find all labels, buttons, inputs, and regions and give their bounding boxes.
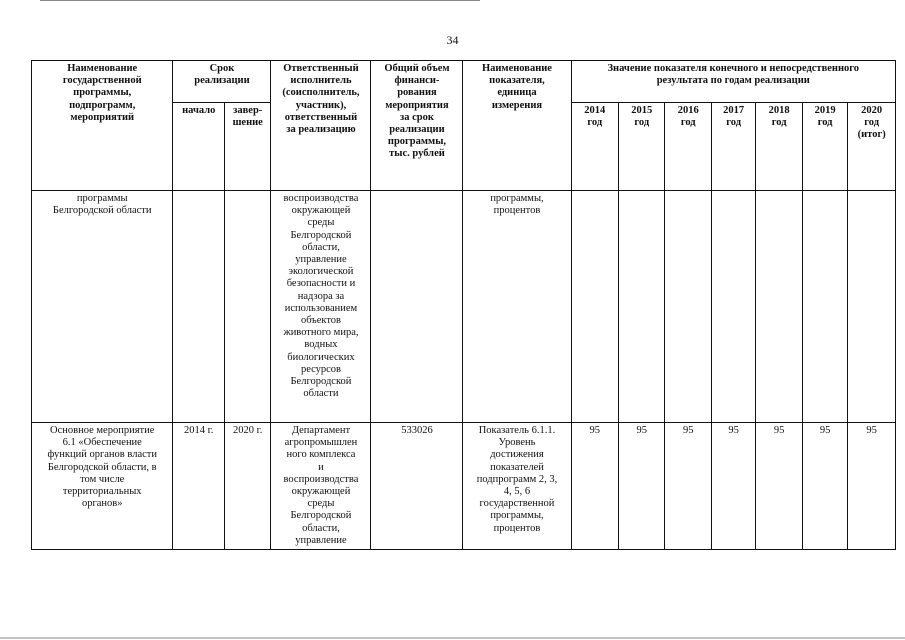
header-indicator: Наименование показателя, единица измерения — [463, 61, 571, 191]
row-indicator: Показатель 6.1.1. Уровень достижения показателей подпрограмм 2, 3, 4, 5, 6 государственной программы, процентов — [463, 423, 571, 550]
header-year: 2019 год — [802, 103, 847, 191]
row-value — [619, 191, 665, 423]
row-value: 95 — [665, 423, 711, 550]
header-term-start: начало — [173, 103, 225, 191]
row-value — [756, 191, 802, 423]
header-year: 2015 год — [619, 103, 665, 191]
row-value: 95 — [571, 423, 618, 550]
top-rule — [40, 0, 480, 1]
header-year: 2016 год — [665, 103, 711, 191]
header-year: 2018 год — [756, 103, 802, 191]
row-executor: Департамент агропромышлен ного комплекса и воспроизводства окружающей среды Белгородской области, управление — [271, 423, 371, 550]
header-name: Наименование государственной программы, подпрограмм, мероприятий — [32, 61, 173, 191]
header-values-group: Значение показателя конечного и непосредственного результата по годам реализации — [571, 61, 895, 103]
row-value: 95 — [756, 423, 802, 550]
row-start — [173, 191, 225, 423]
row-funding — [371, 191, 463, 423]
table-row — [32, 423, 896, 550]
row-value: 95 — [848, 423, 896, 550]
row-executor: воспроизводства окружающей среды Белгородской области, управление экологической безопасности и надзора за использованием объектов животного мира, водных биологических ресурсов Белгородской области — [271, 191, 371, 423]
page-number: 34 — [446, 33, 459, 47]
row-name: Основное мероприятие 6.1 «Обеспечение функций органов власти Белгородской области, в том числе территориальных органов» — [32, 423, 173, 550]
bottom-rule — [0, 637, 905, 639]
header-year: 2014 год — [571, 103, 618, 191]
header-executor: Ответственный исполнитель (соисполнитель, участник), ответственный за реализацию — [271, 61, 371, 191]
row-end — [224, 191, 270, 423]
program-table — [31, 60, 896, 550]
table-row — [32, 191, 896, 423]
row-value — [665, 191, 711, 423]
header-funding: Общий объем финанси- рования мероприятия за срок реализации программы, тыс. рублей — [371, 61, 463, 191]
row-value: 95 — [711, 423, 755, 550]
row-name: программы Белгородской области — [32, 191, 173, 423]
row-value — [848, 191, 896, 423]
row-value — [802, 191, 847, 423]
row-value: 95 — [619, 423, 665, 550]
row-value — [571, 191, 618, 423]
row-value: 95 — [802, 423, 847, 550]
header-row-1 — [32, 61, 896, 103]
header-term: Срок реализации — [173, 61, 271, 103]
row-value — [711, 191, 755, 423]
row-indicator: программы, процентов — [463, 191, 571, 423]
row-funding: 533026 — [371, 423, 463, 550]
row-start: 2014 г. — [173, 423, 225, 550]
header-year: 2017 год — [711, 103, 755, 191]
row-end: 2020 г. — [224, 423, 270, 550]
header-year: 2020 год (итог) — [848, 103, 896, 191]
header-term-end: завер- шение — [224, 103, 270, 191]
